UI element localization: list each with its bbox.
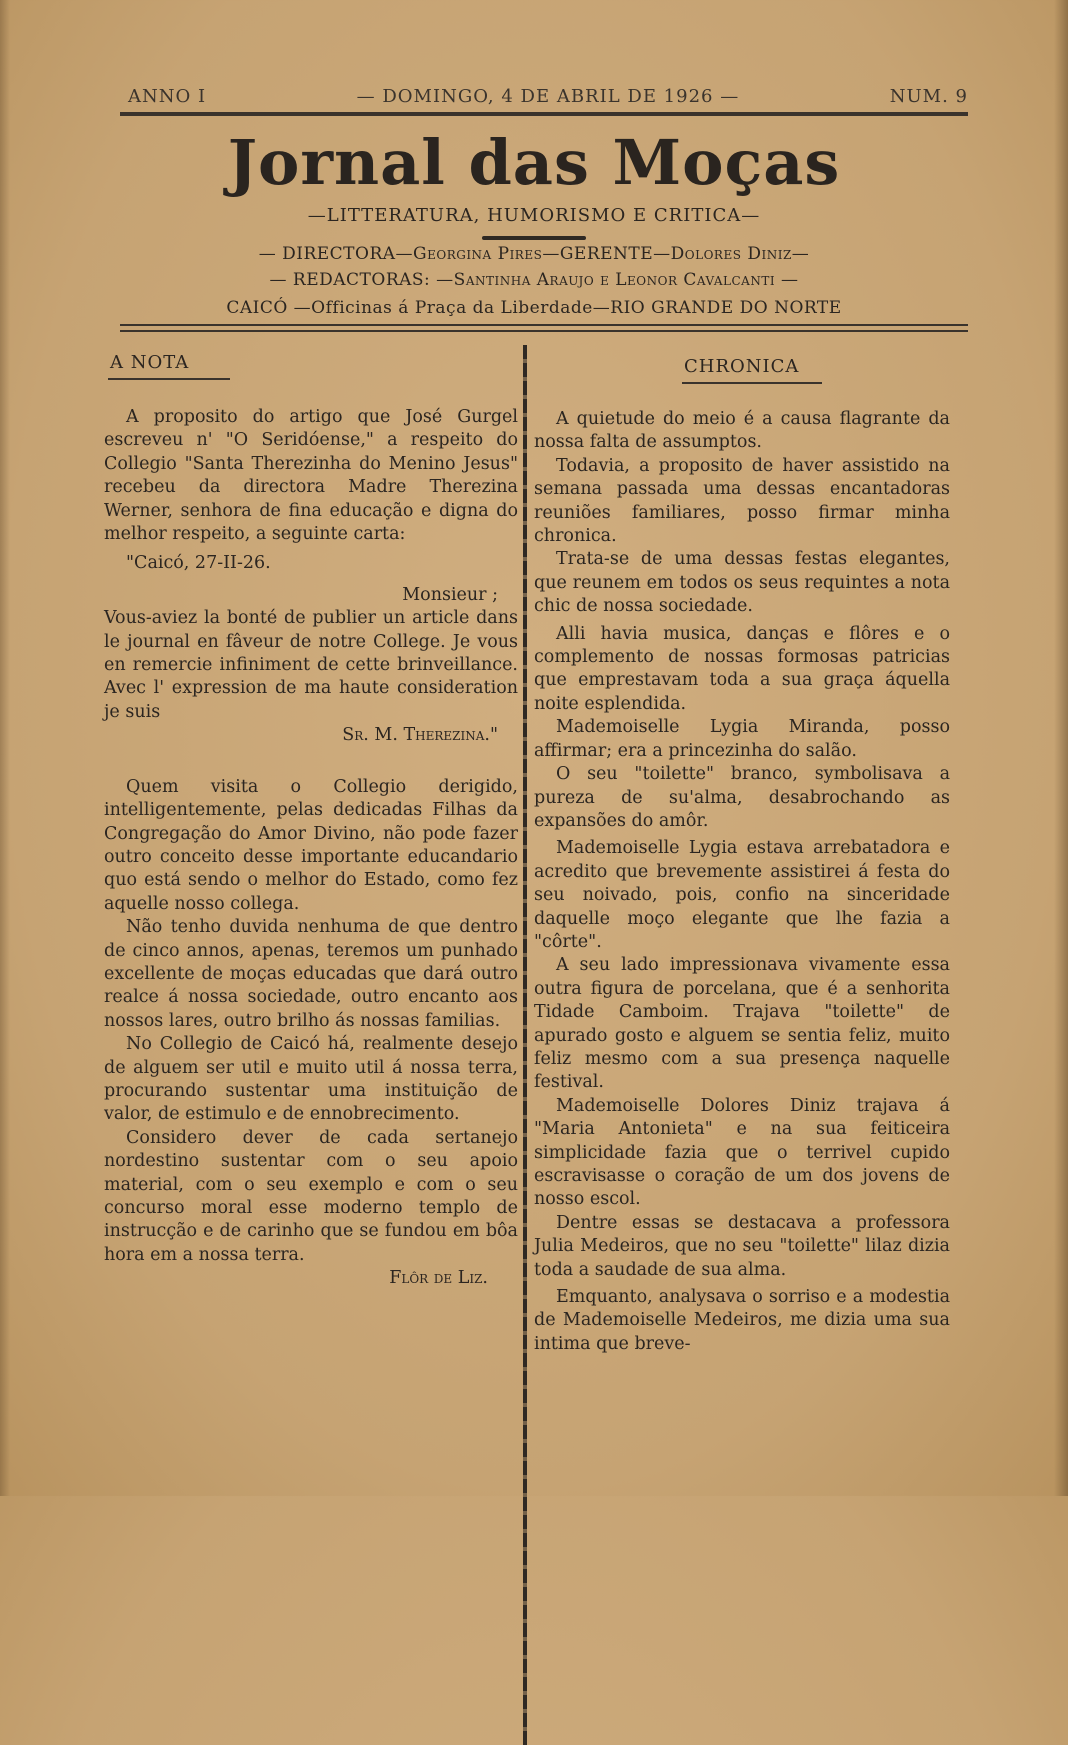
article-paragraph: Quem visita o Collegio derigido, intelligentemente, pelas dedicadas Filhas da Congregação do Amor Divino, não pode fazer outro conceito desse importante educandario quo está sendo o melhor do Estado, como fez aquelle nosso collega. xyxy=(104,776,518,914)
chronicle-paragraph: Mademoiselle Lygia Miranda, posso affirmar; era a princezinha do salão. xyxy=(534,717,950,761)
chronicle-paragraph: Alli havia musica, danças e flôres e o complemento de nossas formosas patricias que emprestavam toda a sua graça áquella noite esplendida. xyxy=(534,623,950,714)
masthead-rule-bottom xyxy=(120,330,968,332)
letter-signature: Sr. M. Therezina." xyxy=(342,725,498,746)
column-divider xyxy=(523,345,527,1745)
issue-year: ANNO I xyxy=(128,86,207,107)
ornament-divider xyxy=(482,236,586,240)
masthead-rule-top xyxy=(120,324,968,326)
chronicle-paragraph: Mademoiselle Dolores Diniz trajava á "Maria Antonieta" e na sua feiticeira simplicidade fazia que o terrivel cupido escravisasse o coração de um dos jovens de nosso escol. xyxy=(534,1095,950,1210)
chronicle-paragraph: A quietude do meio é a causa flagrante da nossa falta de assumptos. xyxy=(534,409,950,453)
article-paragraph: No Collegio de Caicó há, realmente desejo de alguem ser util e muito util á nossa terra, procurando sustentar uma instituição de valor, de estimulo e de ennobrecimento. xyxy=(104,1034,518,1125)
chronicle-paragraph: Todavia, a proposito de haver assistido na semana passada uma dessas encantadoras reuniões familiares, posso firmar minha chronica. xyxy=(534,455,950,547)
top-rule xyxy=(120,112,968,116)
newspaper-title: Jornal das Moças xyxy=(227,126,841,199)
chronicle-paragraph: Trata-se de uma dessas festas elegantes, que reunem em todos os seus requintes a nota chic de nossa sociedade. xyxy=(534,549,950,617)
right-heading-underline xyxy=(682,382,822,384)
chronicle-paragraph: Emquanto, analysava o sorriso e a modestia de Mademoiselle Medeiros, me dizia uma sua intima que breve- xyxy=(534,1287,950,1354)
article-paragraph: Não tenho duvida nenhuma de que dentro de cinco annos, apenas, teremos um punhado excellente de moças educadas que dará outro realce á nossa sociedade, outro encanto aos nossos lares, outro brilho ás nossas familias. xyxy=(104,917,518,1031)
left-column-body xyxy=(104,406,518,1291)
article-author: Flôr de Liz. xyxy=(389,1268,488,1289)
letter-body: Vous-aviez la bonté de publier un article dans le journal en fâveur de notre College. Je vous en remercie infiniment de cette brinveillance. Avec l' expression de ma haute consideration je suis xyxy=(104,608,518,722)
issue-number: NUM. 9 xyxy=(889,86,968,107)
right-column-heading: CHRONICA xyxy=(684,356,800,377)
chronicle-paragraph: O seu "toilette" branco, symbolisava a pureza de su'alma, desabrochando as expansões do amôr. xyxy=(534,764,950,831)
left-heading-underline xyxy=(108,378,230,380)
newspaper-subtitle: —LITTERATURA, HUMORISMO E CRITICA— xyxy=(307,205,761,226)
issue-date: — DOMINGO, 4 DE ABRIL DE 1926 — xyxy=(356,86,740,107)
chronicle-paragraph: Dentre essas se destacava a professora Julia Medeiros, que no seu "toilette" lilaz dizia toda a saudade de sua alma. xyxy=(534,1212,950,1280)
staff-line-editors: — REDACTORAS: —Santinha Araujo e Leonor Cavalcanti — xyxy=(269,270,799,290)
letter-dateline: "Caicó, 27-II-26. xyxy=(126,553,271,574)
chronicle-paragraph: A seu lado impressionava vivamente essa outra figura de porcelana, que é a senhorita Tidade Camboim. Trajava "toilette" de apurado gosto e alguem se sentia feliz, muito feliz mesmo com a sua presença naquelle festival. xyxy=(534,955,950,1093)
issue-line xyxy=(128,86,968,107)
left-column-heading: A NOTA xyxy=(110,352,190,373)
article-intro: A proposito do artigo que José Gurgel escreveu n' "O Seridóense," a respeito do Collegio "Santa Therezinha do Menino Jesus" recebeu da directora Madre Therezina Werner, senhora de fina educação e digna do melhor respeito, a seguinte carta: xyxy=(104,407,518,545)
staff-line-directors: — DIRECTORA—Georgina Pires—GERENTE—Dolores Diniz— xyxy=(258,244,810,264)
article-paragraph: Considero dever de cada sertanejo nordestino sustentar com o seu apoio material, com o seu exemplo e com o seu concurso moral esse moderno templo de instrucção e de carinho que se fundou em bôa hora em a nossa terra. xyxy=(104,1127,518,1265)
address-line: CAICÓ —Officinas á Praça da Liberdade—RIO GRANDE DO NORTE xyxy=(226,298,842,318)
letter-salutation: Monsieur ; xyxy=(402,584,498,605)
chronicle-paragraph: Mademoiselle Lygia estava arrebatadora e acredito que brevemente assistirei á festa do seu noivado, pois, confio na sinceridade daquelle moço elegante que lhe fazia a "côrte". xyxy=(534,838,950,952)
right-column-body xyxy=(534,408,950,1356)
